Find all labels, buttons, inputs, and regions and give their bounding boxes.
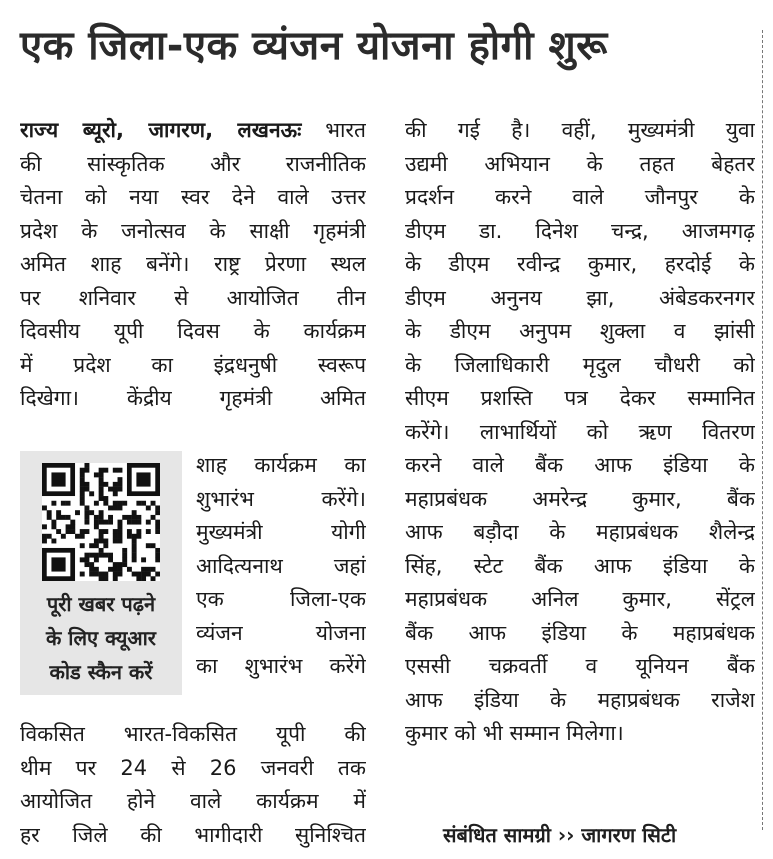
article-line: शुभारंभ करेंगे।	[196, 486, 366, 511]
article-line: की गई है। वहीं, मुख्यमंत्री युवा	[405, 118, 755, 142]
qr-caption-line: कोड स्कैन करें	[49, 660, 153, 684]
column-divider	[762, 30, 763, 830]
article-line: महाप्रबंधक अमरेन्द्र कुमार, बैंक	[405, 486, 755, 511]
article-line: शाह कार्यक्रम का	[196, 453, 366, 477]
article-line-text: भारत	[325, 118, 366, 142]
qr-caption-line: पूरी खबर पढ़ने	[46, 592, 156, 616]
article-line: आफ बड़ौदा के महाप्रबंधक शैलेन्द्र	[405, 520, 755, 544]
article-column-1-wrap	[196, 449, 366, 684]
article-line: प्रदेश के जनोत्सव के साक्षी गृहमंत्री	[20, 218, 366, 243]
article-line: के जिलाधिकारी मृदुल चौधरी को	[405, 352, 755, 377]
article-line: विकसित भारत-विकसित यूपी की	[20, 722, 366, 746]
article-line: डीएम अनुनय झा, अंबेडकरनगर	[405, 285, 755, 310]
dateline: राज्य ब्यूरो, जागरण, लखनऊः	[20, 118, 302, 142]
qr-caption	[20, 587, 182, 689]
qr-promo-box[interactable]	[20, 451, 182, 695]
article-column-1-bottom	[20, 718, 366, 852]
article-line: आफ इंडिया के महाप्रबंधक राजेश	[405, 687, 755, 712]
article-line: उद्यमी अभियान के तहत बेहतर	[405, 151, 755, 176]
article-line: की सांस्कृतिक और राजनीतिक	[20, 151, 366, 176]
article-line: डीएम डा. दिनेश चन्द्र, आजमगढ़	[405, 218, 755, 243]
headline: एक जिला-एक व्यंजन योजना होगी शुरू	[20, 23, 608, 69]
article-line: व्यंजन योजना	[196, 620, 366, 645]
article-line: दिवसीय यूपी दिवस के कार्यक्रम	[20, 319, 366, 343]
article-line: पर शनिवार से आयोजित तीन	[20, 285, 366, 310]
article-line: सीएम प्रशस्ति पत्र देकर सम्मानित	[405, 386, 755, 410]
article-line: के डीएम रवीन्द्र कुमार, हरदोई के	[405, 252, 755, 276]
article-line: हर जिले की भागीदारी सुनिश्चित	[20, 822, 366, 847]
article-line: सिंह, स्टेट बैंक आफ इंडिया के	[405, 553, 755, 578]
article-line: एससी चक्रवर्ती व यूनियन बैंक	[405, 654, 755, 678]
article-line: प्रदर्शन करने वाले जौनपुर के	[405, 185, 755, 209]
article-line: कुमार को भी सम्मान मिलेगा।	[405, 721, 624, 745]
article-line: आदित्यनाथ जहां	[196, 553, 366, 578]
article-line: का शुभारंभ करेंगे	[196, 654, 366, 678]
article-line: आयोजित होने वाले कार्यक्रम में	[20, 789, 366, 813]
article-line: बैंक आफ इंडिया के महाप्रबंधक	[405, 620, 755, 645]
article-line: अमित शाह बनेंगे। राष्ट्र प्रेरणा स्थल	[20, 252, 366, 276]
article-line: महाप्रबंधक अनिल कुमार, सेंट्रल	[405, 587, 755, 611]
article-column-2	[405, 114, 755, 751]
article-line: करने वाले बैंक आफ इंडिया के	[405, 453, 755, 477]
article-line: करेंगे। लाभार्थियों को ऋण वितरण	[405, 419, 755, 444]
article-line: दिखेगा। केंद्रीय गृहमंत्री अमित	[20, 386, 366, 410]
qr-caption-line: के लिए क्यूआर	[45, 626, 156, 650]
article-column-1	[20, 114, 366, 416]
article-line	[20, 114, 366, 148]
article-line: मुख्यमंत्री योगी	[196, 520, 366, 544]
qr-code-icon	[42, 463, 160, 581]
article-line: थीम पर 24 से 26 जनवरी तक	[20, 755, 366, 780]
article-line: एक जिला-एक	[196, 587, 366, 611]
qr-code[interactable]	[42, 463, 160, 581]
article-line: चेतना को नया स्वर देने वाले उत्तर	[20, 185, 366, 209]
article-line: के डीएम अनुपम शुक्ला व झांसी	[405, 319, 755, 343]
article-line: में प्रदेश का इंद्रधनुषी स्वरूप	[20, 352, 366, 377]
related-content-link[interactable]: संबंधित सामग्री ›› जागरण सिटी	[443, 823, 677, 847]
